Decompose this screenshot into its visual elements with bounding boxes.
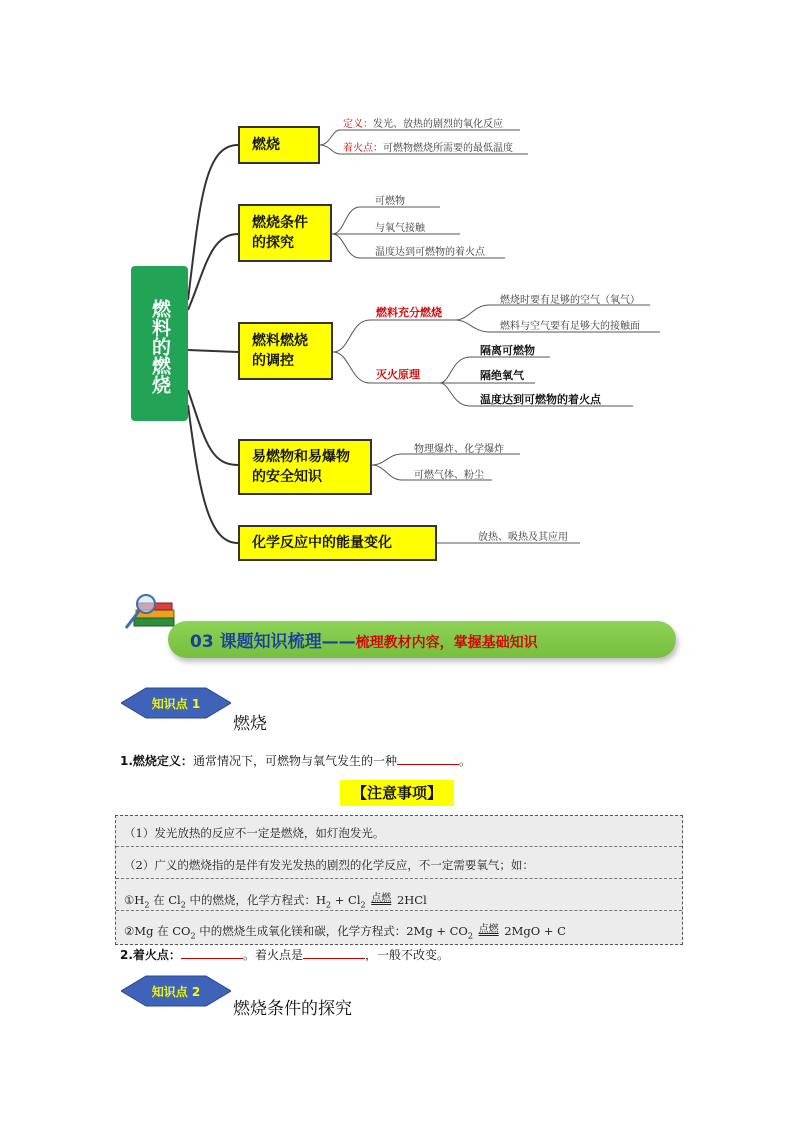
divider — [116, 878, 682, 879]
notice-line-1: （1）发光放热的反应不一定是燃烧，如灯泡发光。 — [124, 826, 385, 840]
reaction-condition: 点燃 — [371, 893, 392, 904]
answer-blank[interactable] — [181, 946, 243, 959]
notice-line-4: ②Mg 在 $CO_2$ 中的燃烧生成氧化镁和碳，化学方程式：$2Mg + CO_2$ 点燃 2MgO + C — [124, 920, 566, 940]
leaf-full-combustion: 燃料充分燃烧 — [376, 306, 442, 319]
root-label: 燃料的燃烧 — [149, 298, 171, 394]
answer-blank[interactable] — [397, 752, 459, 765]
branch-energy — [238, 525, 437, 561]
leaf-definition: 定义：发光、放热的剧烈的氧化反应 — [343, 119, 503, 130]
branch-conditions — [238, 204, 332, 262]
knowledge-point-title: 燃烧 — [233, 714, 267, 734]
leaf-explosions: 物理爆炸、化学爆炸 — [414, 444, 504, 455]
leaf-enough-air: 燃烧时要有足够的空气（氧气） — [500, 295, 640, 306]
branch-label: 燃烧 — [252, 137, 280, 153]
leaf-temperature: 温度达到可燃物的着火点 — [375, 247, 485, 258]
notice-title: 【注意事项】 — [340, 780, 454, 806]
knowledge-point-tag: 知识点 2 — [121, 975, 231, 1007]
leaf-extinguish-principle: 灭火原理 — [376, 368, 420, 381]
ignition-point-item: 2.着火点： 。着火点是 ，一般不改变。 — [120, 948, 449, 962]
leaf-contact-area: 燃料与空气要有足够大的接触面 — [500, 321, 640, 332]
divider — [116, 846, 682, 847]
branch-control — [238, 322, 333, 380]
branch-label: 燃料燃烧的调控 — [252, 333, 308, 369]
branch-label: 易燃物和易爆物的安全知识 — [252, 449, 350, 485]
divider — [116, 910, 682, 911]
leaf-temperature-point: 温度达到可燃物的着火点 — [480, 393, 601, 406]
knowledge-point-title: 燃烧条件的探究 — [233, 999, 352, 1019]
leaf-heat-exchange: 放热、吸热及其应用 — [478, 532, 568, 543]
leaf-oxygen-contact: 与氧气接触 — [375, 223, 425, 234]
notice-box — [115, 815, 683, 945]
section-banner — [168, 621, 676, 658]
leaf-ignition-point: 着火点：可燃物燃烧所需要的最低温度 — [343, 143, 513, 154]
branch-label: 化学反应中的能量变化 — [252, 535, 392, 551]
leaf-isolate-combustible: 隔离可燃物 — [480, 344, 535, 357]
branch-label: 燃烧条件的探究 — [252, 215, 308, 251]
leaf-gas-dust: 可燃气体、粉尘 — [414, 470, 484, 481]
notice-line-3: $①H_2$ 在 $Cl_2$ 中的燃烧，化学方程式：$H_2 + Cl_2$ 点燃 2HCl — [124, 889, 427, 909]
leaf-isolate-oxygen: 隔绝氧气 — [480, 369, 524, 382]
reaction-condition: 点燃 — [478, 924, 499, 935]
notice-line-2: （2）广义的燃烧指的是伴有发光发热的剧烈的化学反应，不一定需要氧气；如： — [124, 858, 534, 872]
definition-item: 1.燃烧定义：通常情况下，可燃物与氧气发生的一种 。 — [120, 754, 471, 768]
knowledge-point-tag: 知识点 1 — [121, 687, 231, 719]
root-node — [131, 266, 188, 421]
banner-title: 03 课题知识梳理——梳理教材内容，掌握基础知识 — [190, 632, 538, 652]
branch-safety — [238, 439, 372, 495]
banner-subtitle: 梳理教材内容，掌握基础知识 — [355, 635, 538, 651]
answer-blank[interactable] — [303, 946, 365, 959]
branch-combustion — [238, 126, 320, 164]
leaf-combustible: 可燃物 — [375, 196, 405, 207]
